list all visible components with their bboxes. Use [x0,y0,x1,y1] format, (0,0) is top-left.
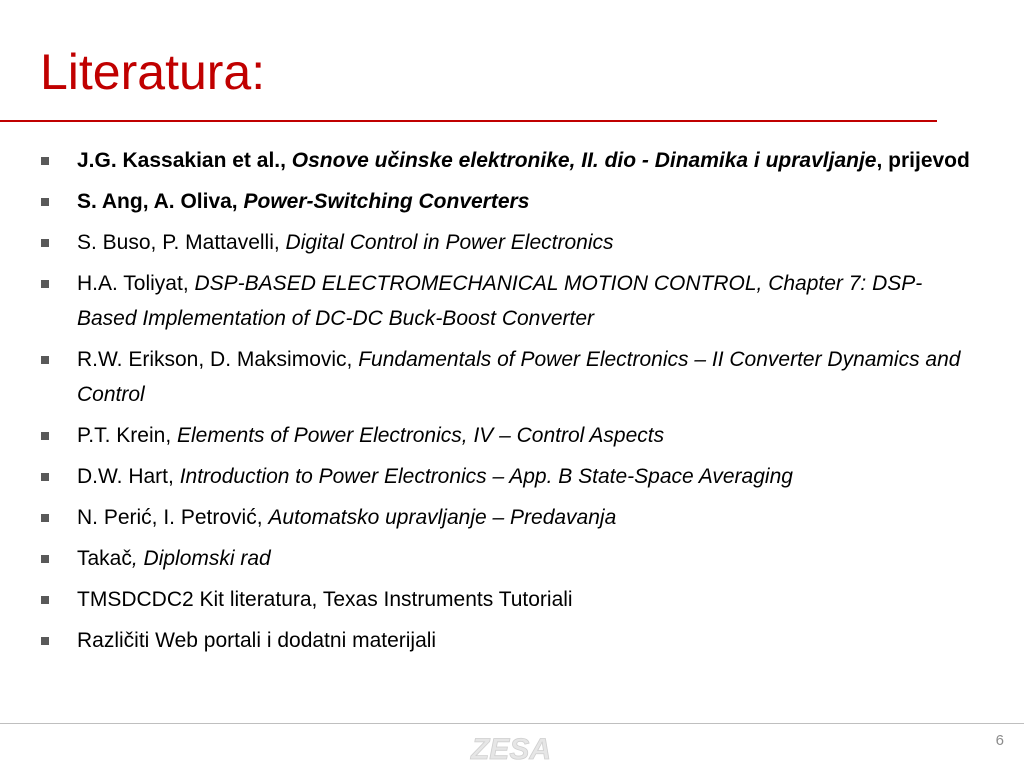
reference-work: Power-Switching Converters [243,190,530,213]
reference-item [40,342,980,412]
reference-item [40,184,980,219]
reference-item [40,266,980,336]
title-divider [0,120,937,122]
reference-work: Digital Control in Power Electronics [285,231,614,254]
square-bullet-icon [41,356,49,364]
reference-work: DSP-BASED ELECTROMECHANICAL MOTION CONTROL, Chapter 7: DSP-Based Implementation of DC-DC Buck-Boost Converter [77,272,923,330]
page-number: 6 [995,732,1004,749]
reference-author: H.A. Toliyat, [77,272,195,295]
reference-author: R.W. Erikson, D. Maksimovic, [77,348,359,371]
reference-author: N. Perić, I. Petrović, [77,506,269,529]
footer-divider [0,723,1024,724]
logo-text: ZESA [470,733,552,764]
square-bullet-icon [41,637,49,645]
reference-work: Fundamentals of Power Electronics – II Converter Dynamics and Control [77,348,961,406]
reference-author: Različiti Web portali i dodatni materijali [77,629,437,652]
reference-item [40,143,980,178]
reference-item [40,500,980,535]
reference-list [40,143,980,664]
zesa-logo [462,732,560,764]
square-bullet-icon [41,514,49,522]
reference-author: S. Buso, P. Mattavelli, [77,231,286,254]
reference-work: Introduction to Power Electronics – App. B State-Space Averaging [179,465,793,488]
reference-item [40,418,980,453]
square-bullet-icon [41,473,49,481]
reference-item [40,459,980,494]
reference-item [40,541,980,576]
reference-author: Takač [77,547,132,570]
square-bullet-icon [41,432,49,440]
square-bullet-icon [41,239,49,247]
reference-author: S. Ang, A. Oliva, [77,190,244,213]
reference-work: Elements of Power Electronics, IV – Control Aspects [177,424,665,447]
reference-author: TMSDCDC2 Kit literatura, Texas Instruments Tutoriali [77,588,573,611]
slide-title: Literatura: [40,44,266,100]
square-bullet-icon [41,280,49,288]
reference-author: P.T. Krein, [77,424,177,447]
square-bullet-icon [41,596,49,604]
reference-work: , Diplomski rad [131,547,271,570]
reference-item [40,623,980,658]
square-bullet-icon [41,198,49,206]
square-bullet-icon [41,555,49,563]
reference-item [40,582,980,617]
reference-work: Automatsko upravljanje – Predavanja [268,506,617,529]
reference-suffix: , prijevod [876,149,970,172]
reference-work: Osnove učinske elektronike, II. dio - Dinamika i upravljanje [291,149,877,172]
reference-author: J.G. Kassakian et al., [77,149,292,172]
reference-author: D.W. Hart, [77,465,180,488]
reference-item [40,225,980,260]
square-bullet-icon [41,157,49,165]
